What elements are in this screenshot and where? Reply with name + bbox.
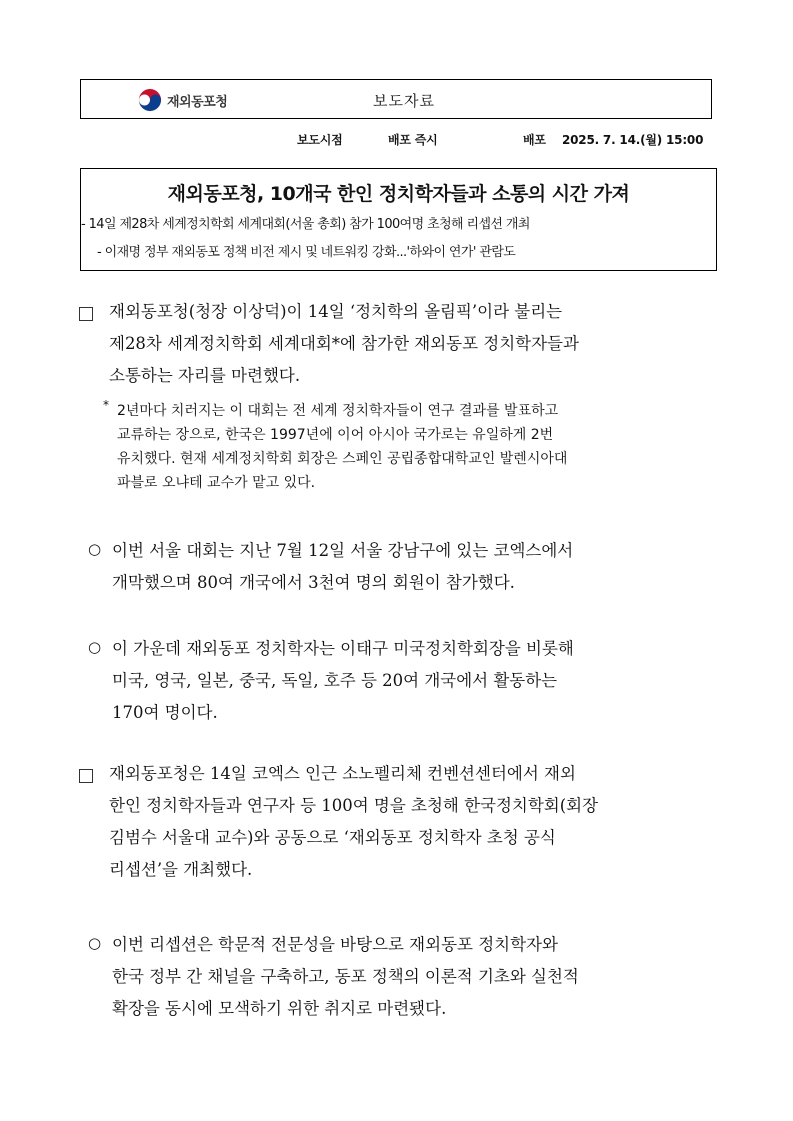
checkbox-marker-2 [79, 769, 93, 788]
paragraph-line: 확장을 동시에 모색하기 위한 취지로 마련됐다. [112, 999, 447, 1018]
footnote-line: 교류하는 장으로, 한국은 1997년에 이어 아시아 국가로는 유일하게 2번 [117, 427, 554, 443]
paragraph-line: 개막했으며 80여 개국에서 3천여 명의 회원이 참가했다. [112, 573, 515, 592]
government-logo-icon [138, 88, 162, 112]
bullet-paragraph-3 [112, 929, 579, 1025]
paragraph-line: 미국, 영국, 일본, 중국, 독일, 호주 등 20여 개국에서 활동하는 [112, 671, 558, 690]
checkbox-marker-1 [79, 307, 93, 326]
footnote-line: 2년마다 치러지는 이 대회는 전 세계 정치학자들이 연구 결과를 발표하고 [117, 403, 559, 419]
paragraph-1 [109, 296, 579, 392]
paragraph-line: 170여 명이다. [112, 703, 218, 722]
footnote-mark: * [103, 398, 109, 412]
org-name: 재외동포청 [167, 95, 228, 110]
paragraph-line: 이 가운데 재외동포 정치학자는 이태구 미국정치학회장을 비롯해 [112, 639, 574, 658]
bullet-marker-3: ○ [88, 934, 102, 952]
headline-subtitle-1: - 14일 제28차 세계정치학회 세계대회(서울 총회) 참가 100여명 초청해 리셉션 개최 [81, 217, 530, 232]
headline-title: 재외동포청, 10개국 한인 정치학자들과 소통의 시간 가져 [167, 183, 630, 205]
release-date-value: 2025. 7. 14.(월) 15:00 [562, 133, 704, 147]
paragraph-2 [109, 758, 598, 886]
bullet-paragraph-1 [112, 535, 573, 599]
paragraph-line: 이번 리셉션은 학문적 전문성을 바탕으로 재외동포 정치학자와 [112, 935, 558, 954]
release-time-value: 배포 즉시 [388, 133, 438, 147]
footnote-line: 파블로 오냐테 교수가 맡고 있다. [117, 475, 316, 491]
paragraph-line: 재외동포청은 14일 코엑스 인근 소노펠리체 컨벤션센터에서 재외 [109, 764, 576, 783]
paragraph-line: 재외동포청(청장 이상덕)이 14일 ‘정치학의 올림픽’이라 불리는 [109, 302, 563, 321]
bullet-paragraph-2 [112, 633, 574, 729]
paragraph-line: 한인 정치학자들과 연구자 등 100여 명을 초청해 한국정치학회(회장 [109, 796, 599, 815]
release-date-label: 배포 [523, 133, 546, 147]
headline-subtitle-2: - 이재명 정부 재외동포 정책 비전 제시 및 네트워킹 강화...'하와이 연가' 관람도 [97, 245, 516, 260]
header-title: 보도자료 [373, 92, 435, 110]
footnote [117, 399, 737, 495]
paragraph-line: 이번 서울 대회는 지난 7월 12일 서울 강남구에 있는 코엑스에서 [112, 541, 574, 560]
paragraph-line: 제28차 세계정치학회 세계대회*에 참가한 재외동포 정치학자들과 [109, 334, 579, 353]
paragraph-line: 김범수 서울대 교수)와 공동으로 ‘재외동포 정치학자 초청 공식 [109, 828, 556, 847]
headline-box [80, 168, 717, 271]
footnote-line: 유치했다. 현재 세계정치학회 회장은 스페인 공립종합대학교인 발렌시아대 [117, 451, 568, 467]
bullet-marker-1: ○ [88, 540, 102, 558]
press-release-header [80, 79, 712, 119]
bullet-marker-2: ○ [88, 638, 102, 656]
paragraph-line: 리셉션’을 개최했다. [109, 860, 253, 879]
paragraph-line: 소통하는 자리를 마련했다. [109, 366, 301, 385]
paragraph-line: 한국 정부 간 채널을 구축하고, 동포 정책의 이론적 기초와 실천적 [112, 967, 579, 986]
release-time-label: 보도시점 [297, 133, 343, 147]
